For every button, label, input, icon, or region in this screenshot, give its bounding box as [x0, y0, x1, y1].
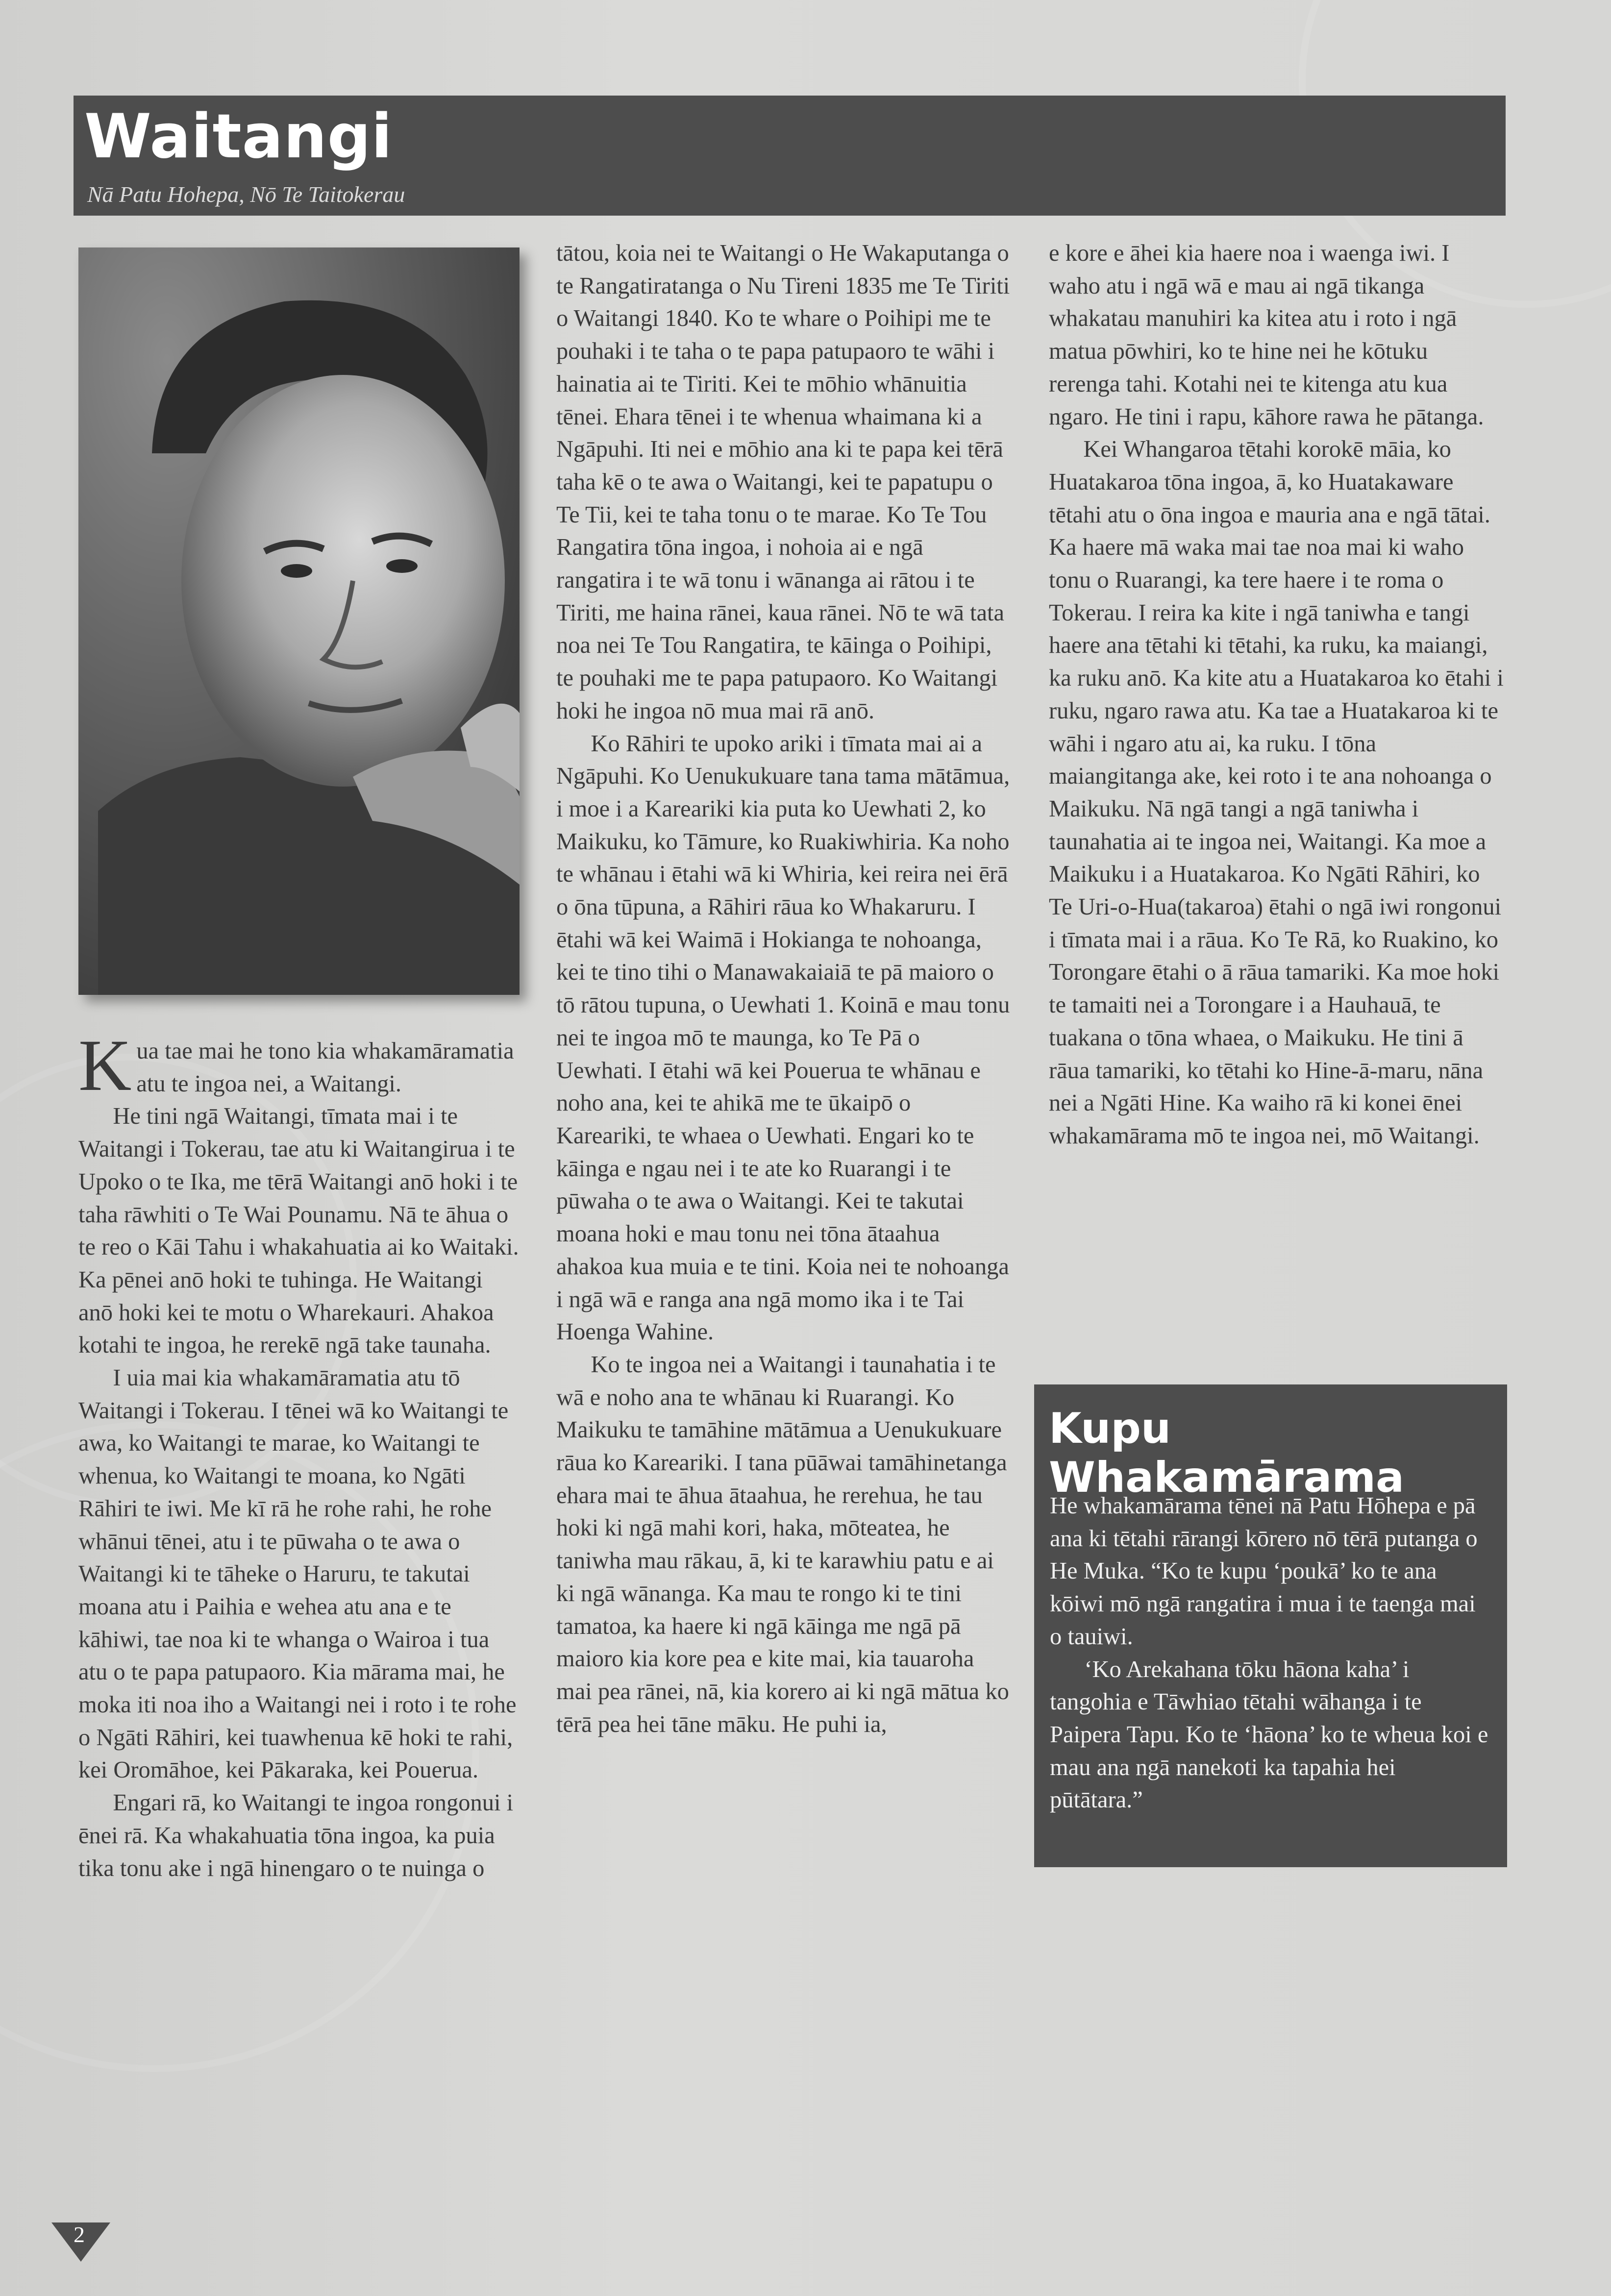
paragraph: Ko te ingoa nei a Waitangi i taunahatia i te wā e noho ana te whānau ki Ruarangi. Ko Maikuku te tamāhine mātāmua a Uenukukuare rāua ko Kareariki. I tana pūāwai tamāhinetanga ehara mai te āhua ātaahua, he rerehua, he tau hoki ki ngā mahi kori, haka, mōteatea, he taniwha mau rākau, ā, ki te karawhiu patu e ai ki ngā wānanga. Ka mau te rongo ki te tini tamatoa, ka haere ki ngā kāinga me ngā pā maioro kia kore pea e kite mai, kia tauaroha mai pea rānei, nā, kia korero ai ki ngā mātua ko tērā pea hei tāne māku. He puhi ia,	[556, 1351, 1009, 1737]
paragraph: ‘Ko Arekahana tōku hāona kaha’ i tangohia e Tāwhiao tētahi wāhanga i te Paipera Tapu. Ko te ‘hāona’ ko te wheua koi e mau ana ngā nanekoti ka tapahia hei pūtātara.”	[1050, 1656, 1488, 1813]
paragraph: Kei Whangaroa tētahi korokē māia, ko Huatakaroa tōna ingoa, ā, ko Huatakaware tētahi atu o ōna ingoa e mauria ana e ngā tātai. Ka haere mā waka mai tae noa mai ki waho tonu o Ruarangi, ka tere haere i te roma o Tokerau. I reira ka kite i ngā taniwha e tangi haere ana tētahi ki tētahi, ka ruku, ka maiangi, ka ruku anō. Ka kite atu a Huatakaroa ko ētahi i ruku, ngaro rawa atu. Ka tae a Huatakaroa ki te wāhi i ngaro atu ai, ka ruku. I tōna maiangitanga ake, kei roto i te ana nohoanga o Maikuku. Nā ngā tangi a ngā taniwha i taunahatia ai te ingoa nei, Waitangi. Ka moe a Maikuku i a Huatakaroa. Ko Ngāti Rāhiri, ko Te Uri-o-Hua(takaroa) ētahi o ngā iwi rongonui i tīmata mai i a rāua. Ko Te Rā, ko Ruakino, ko Torongare ētahi o ā rāua tamariki. Ka moe hoki te tamaiti nei a Torongare i a Hauhauā, te tuakana o tōna whaea, o Maikuku. He tini ā rāua tamariki, ko tētahi ko Hine-ā-maru, nāna nei a Ngāti Hine. Ka waiho rā ki konei ēnei whakamārama mō te ingoa nei, mō Waitangi.	[1049, 436, 1504, 1149]
article-column-right	[1049, 237, 1505, 1153]
paragraph: He tini ngā Waitangi, tīmata mai i te Waitangi i Tokerau, tae atu ki Waitangirua i te Upoko o te Ika, me tērā Waitangi anō hoki i te taha rāwhiti o Te Wai Pounamu. Nā te āhua o te reo o Kāi Tahu i whakahuatia ai ko Waitaki. Ka pēnei anō hoki te tuhinga. He Waitangi anō hoki kei te motu o Wharekauri. Ahakoa kotahi te ingoa, he rerekē ngā take taunaha.	[78, 1103, 519, 1358]
paragraph: tātou, koia nei te Waitangi o He Wakaputanga o te Rangatiratanga o Nu Tireni 1835 me Te Tiriti o Waitangi 1840. Ko te whare o Poihipi me te pouhaki i te taha o te papa patupaoro te wāhi i hainatia ai te Tiriti. Kei te mōhio whānuitia tēnei. Ehara tēnei i te whenua whaimana ki a Ngāpuhi. Iti nei e mōhio ana ki te papa kei tērā taha kē o te awa o Waitangi, kei te papatupu o Te Tii, kei te taha tonu o te marae. Ko Te Tou Rangatira tōna ingoa, i nohoia ai e ngā rangatira i te wā tonu i wānanga ai rātou i te Tiriti, me haina rānei, kaua rānei. Nō te wā tata noa nei Te Tou Rangatira, te kāinga o Poihipi, te pouhaki me te papa patupaoro. Ko Waitangi hoki he ingoa nō mua mai rā anō.	[556, 240, 1010, 724]
drop-cap: K	[78, 1025, 132, 1106]
paragraph	[78, 1025, 520, 1106]
portrait-image	[78, 247, 520, 995]
portrait-photo	[78, 247, 520, 995]
article-column-middle	[556, 237, 1012, 1741]
sidebar-title: Kupu Whakamārama	[1049, 1404, 1405, 1502]
paragraph-text: ua tae mai he tono kia whakamāramatia atu te ingoa nei, a Waitangi.	[136, 1038, 514, 1097]
paragraph: e kore e āhei kia haere noa i waenga iwi. I waho atu i ngā wā e mau ai ngā tikanga whakatau manuhiri ka kitea atu i roto i ngā matua pōwhiri, ko te hine nei he kōtuku rerenga tahi. Kotahi nei te kitenga atu kua ngaro. He tini i rapu, kāhore rawa he pātanga.	[1049, 240, 1484, 430]
paragraph: I uia mai kia whakamāramatia atu tō Waitangi i Tokerau. I tēnei wā ko Waitangi te awa, ko Waitangi te marae, ko Waitangi te whenua, ko Waitangi te moana, ko Ngāti Rāhiri te iwi. Me kī rā he rohe rahi, he rohe whānui tēnei, atu i te pūwaha o te awa o Waitangi ki te tāheke o Haruru, te takutai moana atu i Paihia e wehea atu ana e te kāhiwi, tae noa ki te whanga o Wairoa i tua atu o te papa patupaoro. Kia mārama mai, he moka iti noa iho a Waitangi nei i roto i te rohe o Ngāti Rāhiri, kei tuawhenua kē hoki te rahi, kei Oromāhoe, kei Pākaraka, kei Pouerua.	[78, 1365, 517, 1783]
sidebar-box	[1034, 1384, 1507, 1867]
page-title: Waitangi	[84, 101, 393, 172]
paragraph: Ko Rāhiri te upoko ariki i tīmata mai ai a Ngāpuhi. Ko Uenukukuare tana tama mātāmua, i moe i a Kareariki kia puta ko Uewhati 2, ko Maikuku, ko Tāmure, ko Ruakiwhiria. Ka noho te whānau i ētahi wā ki Whiria, kei reira nei ērā o ōna tūpuna, a Rāhiri rāua ko Whakaruru. I ētahi wā kei Waimā i Hokianga te nohoanga, kei te tino tihi o Manawakaiaiā te pā maioro o tō rātou tupuna, o Uewhati 1. Koinā e mau tonu nei te ingoa mō te maunga, ko Te Pā o Uewhati. I ētahi wā kei Pouerua te whānau e noho ana, kei te ahikā me te ūkaipō o Kareariki, te whaea o Uewhati. Engari ko te kāinga e ngau nei i te ate ko Ruarangi i te pūwaha o te awa o Waitangi. Kei te takutai moana hoki e mau tonu nei tōna ātaahua ahakoa kua muia e te tini. Koia nei te nohoanga i ngā wā e ranga ana ngā momo ika i te Tai Hoenga Wahine.	[556, 730, 1010, 1345]
author-byline: Nā Patu Hohepa, Nō Te Taitokerau	[87, 182, 405, 207]
page-number: 2	[74, 2222, 85, 2247]
title-banner	[74, 96, 1506, 216]
paragraph: He whakamārama tēnei nā Patu Hōhepa e pā ana ki tētahi rārangi kōrero nō tērā putanga o He Muka. “Ko te kupu ‘poukā’ ko te ana kōiwi mō ngā rangatira i mua i te taenga mai o tauiwi.	[1050, 1493, 1478, 1650]
article-column-left	[78, 1025, 520, 1885]
paragraph: Engari rā, ko Waitangi te ingoa rongonui i ēnei rā. Ka whakahuatia tōna ingoa, ka puia tika tonu ake i ngā hinengaro o te nuinga o	[78, 1790, 514, 1881]
sidebar-body	[1050, 1490, 1491, 1817]
